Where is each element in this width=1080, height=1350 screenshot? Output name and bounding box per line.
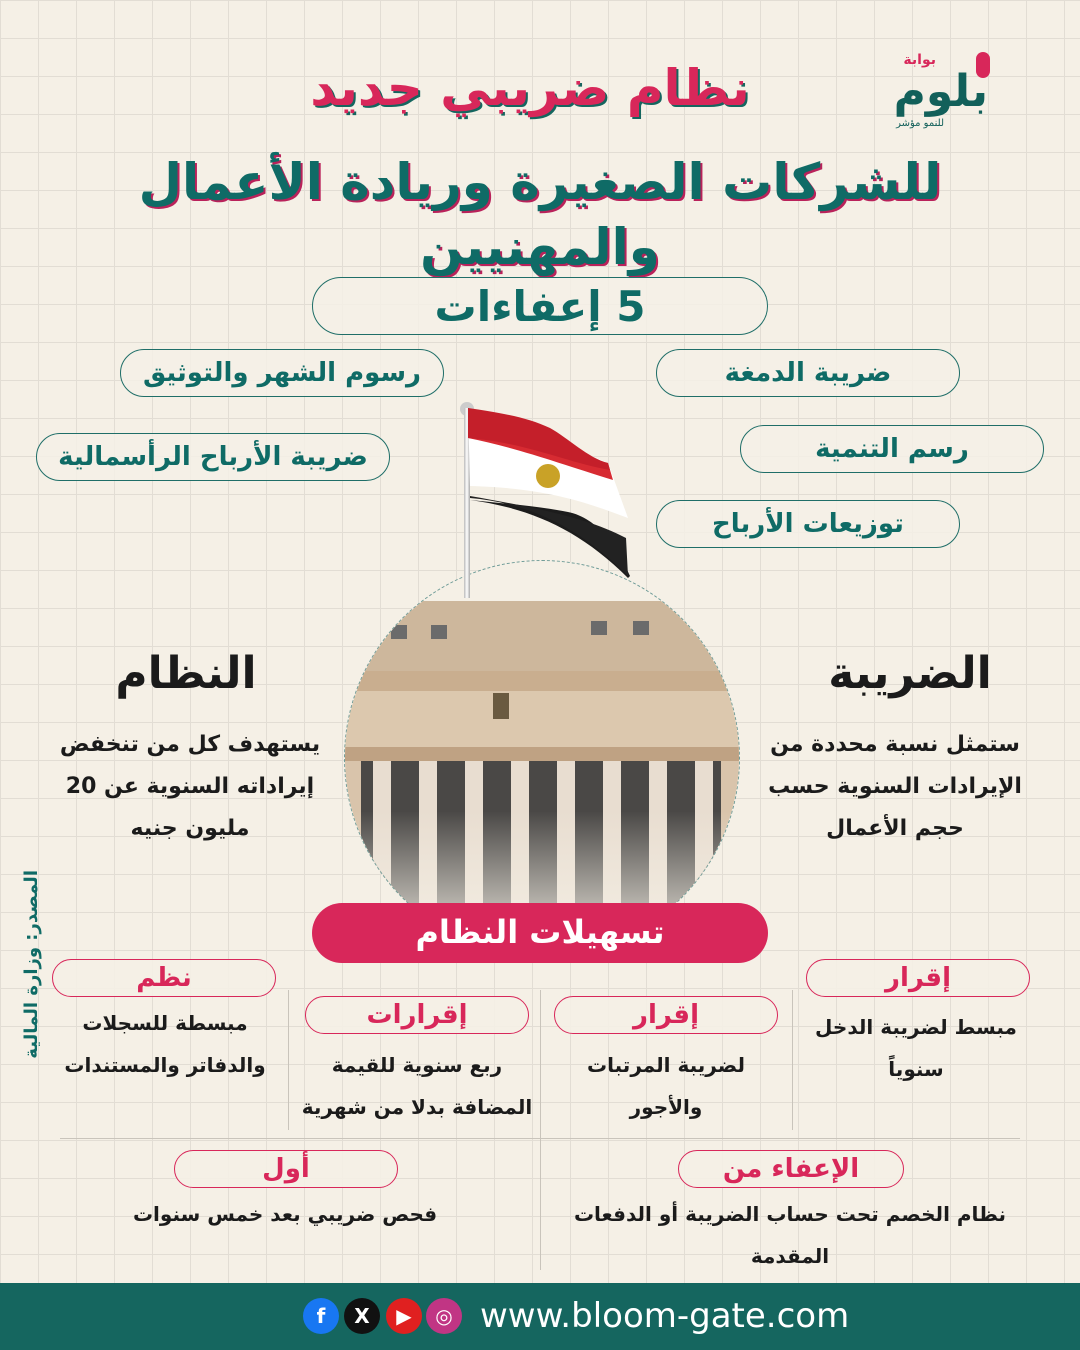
building-illustration	[344, 561, 739, 956]
facility-label-salaries: إقرار	[554, 996, 778, 1034]
system-line: إيراداته السنوية عن 20	[65, 774, 315, 799]
source-note	[6, 870, 42, 1130]
facility-line: والأجور	[629, 1095, 703, 1119]
tax-description	[745, 724, 1045, 850]
subtitle: للشركات الصغيرة وريادة الأعمال والمهنيين	[138, 153, 942, 276]
tax-line: حجم الأعمال	[826, 816, 964, 841]
system-line: مليون جنيه	[130, 816, 250, 841]
tax-line: ستمثل نسبة محددة من	[770, 732, 1020, 757]
facility-desc-exemption	[550, 1193, 1030, 1277]
ministry-building-image	[344, 560, 740, 956]
logo-top-text: بوابة	[903, 52, 936, 68]
facility-desc-income	[796, 1006, 1036, 1090]
x-icon[interactable]: X	[344, 1298, 380, 1334]
facilities-title: تسهيلات النظام	[312, 903, 768, 963]
facility-line: فحص ضريبي بعد خمس سنوات	[132, 1202, 438, 1226]
facility-desc-first	[100, 1193, 470, 1235]
instagram-icon[interactable]: ◎	[426, 1298, 462, 1334]
facility-label-income: إقرار	[806, 959, 1030, 997]
facility-line: مبسطة للسجلات	[82, 1011, 248, 1035]
facility-line: مبسط لضريبة الدخل	[815, 1015, 1017, 1039]
exemption-registration-fees: رسوم الشهر والتوثيق	[120, 349, 444, 397]
facility-line: لضريبة المرتبات	[587, 1053, 745, 1077]
source-text: المصدر: وزارة المالية	[21, 870, 42, 1059]
exemption-dividends: توزيعات الأرباح	[656, 500, 960, 548]
divider-vertical	[540, 990, 541, 1270]
exemptions-title: 5 إعفاءات	[312, 277, 768, 335]
facility-desc-salaries	[546, 1044, 786, 1128]
tax-line: الإيرادات السنوية حسب	[768, 774, 1022, 799]
divider-vertical	[792, 990, 793, 1130]
system-title: النظام	[115, 648, 257, 699]
exemption-capital-gains-tax: ضريبة الأرباح الرأسمالية	[36, 433, 390, 481]
facility-line: نظام الخصم تحت حساب الضريبة أو الدفعات	[573, 1202, 1007, 1226]
facility-desc-vat	[292, 1044, 542, 1128]
facility-line: المضافة بدلا من شهرية	[301, 1095, 533, 1119]
logo-main-text: بلوم	[893, 66, 988, 117]
facility-label-records: نظم	[52, 959, 276, 997]
egypt-flag-icon	[468, 408, 634, 578]
youtube-icon[interactable]: ▶	[386, 1298, 422, 1334]
main-title: نظام ضريبي جديد	[310, 59, 750, 117]
facility-line: ربع سنوية للقيمة	[331, 1053, 503, 1077]
facebook-icon[interactable]: f	[303, 1298, 339, 1334]
bloom-logo	[862, 48, 1002, 138]
facility-line: سنوياً	[888, 1057, 944, 1081]
facility-label-first: أول	[174, 1150, 398, 1188]
system-line: يستهدف كل من تنخفض	[59, 732, 321, 757]
exemption-stamp-tax: ضريبة الدمغة	[656, 349, 960, 397]
website-link[interactable]: www.bloom-gate.com	[480, 1296, 850, 1336]
tax-title: الضريبة	[828, 648, 992, 699]
exemption-development-fee: رسم التنمية	[740, 425, 1044, 473]
facility-line: المقدمة	[750, 1244, 830, 1268]
facility-line: والدفاتر والمستندات	[64, 1053, 266, 1077]
facility-label-exemption: الإعفاء من	[678, 1150, 904, 1188]
logo-sub-text: للنمو مؤشر	[896, 118, 944, 129]
facility-desc-records	[40, 1002, 290, 1086]
divider-horizontal	[60, 1138, 1020, 1139]
facility-label-vat: إقرارات	[305, 996, 529, 1034]
system-description	[40, 724, 340, 850]
